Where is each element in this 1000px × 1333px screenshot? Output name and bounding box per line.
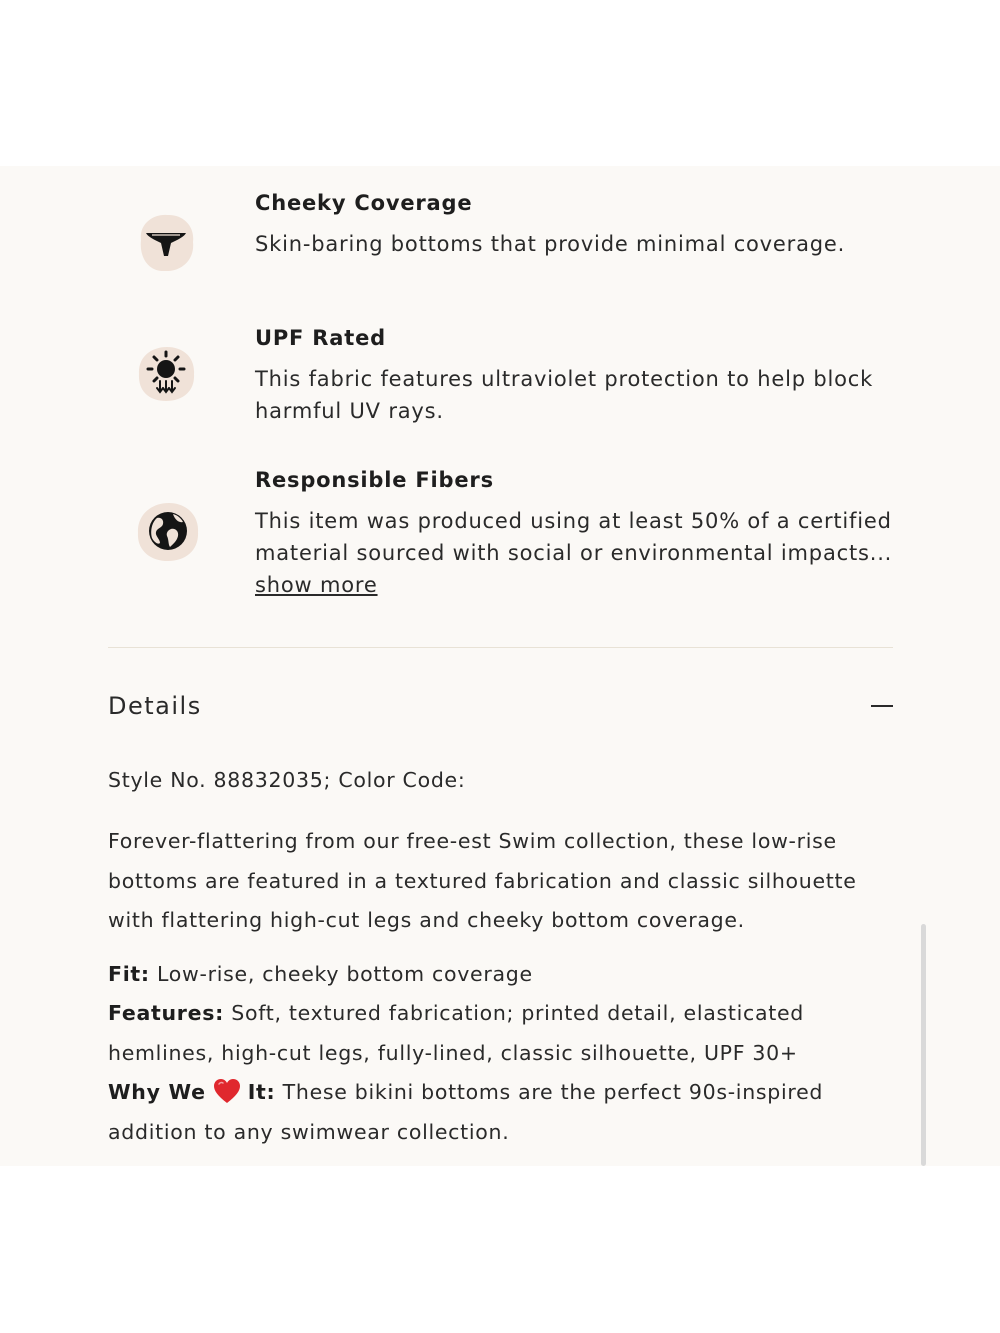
product-specs: [108, 955, 908, 1153]
sun-uv-icon: [133, 341, 199, 407]
globe-icon: [133, 498, 203, 566]
details-content: [108, 764, 908, 1152]
feature-title: Responsible Fibers: [255, 468, 494, 492]
feature-title: UPF Rated: [255, 326, 386, 350]
why-label-end: It:: [247, 1080, 276, 1104]
cheeky-bottom-icon: [133, 210, 199, 276]
feature-text: [255, 465, 905, 601]
product-description: Forever-flattering from our free-est Swim collection, these low-rise bottoms are featured in a textured fabrication and classic silhouette with flattering high-cut legs and cheeky bottom coverage.: [108, 829, 857, 932]
feature-description: Skin-baring bottoms that provide minimal coverage.: [255, 232, 846, 256]
heart-icon: [212, 1077, 242, 1105]
feature-text: [255, 188, 905, 260]
show-more-link[interactable]: show more: [255, 573, 378, 597]
collapse-minus-icon[interactable]: [871, 705, 893, 707]
why-label-start: Why We: [108, 1080, 206, 1104]
feature-text: [255, 323, 905, 427]
scrollbar-thumb[interactable]: [921, 924, 926, 1166]
feature-description: This fabric features ultraviolet protection to help block harmful UV rays.: [255, 367, 874, 423]
feature-description: [255, 505, 905, 601]
section-divider: [108, 647, 893, 648]
why-label: [108, 1080, 275, 1104]
feature-title: Cheeky Coverage: [255, 191, 473, 215]
details-accordion-header[interactable]: [108, 688, 893, 724]
details-title: Details: [108, 692, 202, 720]
fit-value: Low-rise, cheeky bottom coverage: [157, 961, 533, 986]
features-label: Features:: [108, 1001, 225, 1025]
fit-label: Fit:: [108, 961, 150, 986]
feature-description-text: This item was produced using at least 50% of a certified material sourced with social or environmental impacts...: [255, 509, 893, 565]
product-details-panel: [0, 166, 1000, 1166]
why-value: These bikini bottoms are the perfect 90s-inspired addition to any swimwear collection.: [108, 1080, 824, 1144]
style-number: Style No. 88832035; Color Code:: [108, 768, 466, 792]
features-value: Soft, textured fabrication; printed detail, elasticated hemlines, high-cut legs, fully-lined, classic silhouette, UPF 30+: [108, 1001, 804, 1065]
